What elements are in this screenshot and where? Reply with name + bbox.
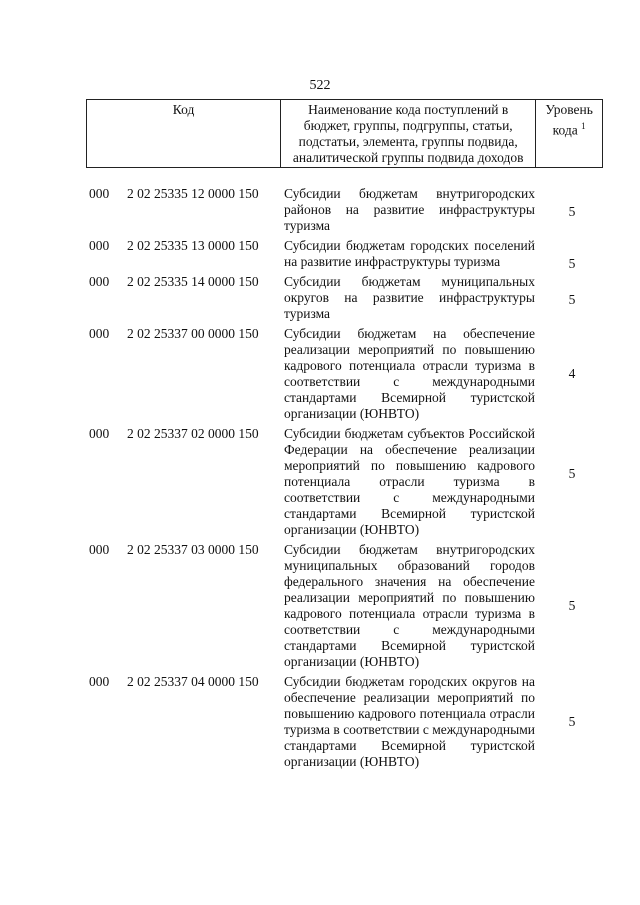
income-name: Субсидии бюджетам внутригородских районов на развитие инфраструктуры туризма <box>284 186 535 233</box>
code-level: 5 <box>568 204 576 219</box>
income-name: Субсидии бюджетам субъектов Российской Федерации на обеспечение реализации мероприятий по повышению кадрового потенциала отрасли туризма в соответствии с международными стандартами Всемирной туристской организации (ЮНВТО) <box>284 426 535 537</box>
budget-code: 2 02 25335 12 0000 150 <box>127 186 259 201</box>
code-level: 5 <box>568 598 576 613</box>
table-header <box>86 99 603 168</box>
income-name: Субсидии бюджетам городских поселений на развитие инфраструктуры туризма <box>284 238 535 269</box>
income-name: Субсидии бюджетам внутригородских муниципальных образований городов федерального значения на обеспечение реализации мероприятий по повышению кадрового потенциала отрасли туризма в соответствии с международными стандартами Всемирной туристской организации (ЮНВТО) <box>284 542 535 669</box>
code-level: 4 <box>568 366 576 381</box>
admin-code: 000 <box>89 542 110 557</box>
level-header-text: Уровень кода <box>545 102 593 138</box>
admin-code: 000 <box>89 274 110 289</box>
budget-code: 2 02 25337 04 0000 150 <box>127 674 259 689</box>
table-row <box>0 274 640 322</box>
column-header-level <box>536 100 603 168</box>
page-number: 522 <box>309 78 331 93</box>
column-header-code: Код <box>87 100 281 168</box>
admin-code: 000 <box>89 326 110 341</box>
admin-code: 000 <box>89 674 110 689</box>
admin-code: 000 <box>89 186 110 201</box>
table-row <box>0 326 640 422</box>
income-name: Субсидии бюджетам городских округов на обеспечение реализации мероприятий по повышению кадрового потенциала отрасли туризма в соответствии с международными стандартами Всемирной туристской организации (ЮНВТО) <box>284 674 535 769</box>
admin-code: 000 <box>89 238 110 253</box>
table-row <box>0 426 640 538</box>
budget-code: 2 02 25337 03 0000 150 <box>127 542 259 557</box>
budget-code: 2 02 25337 00 0000 150 <box>127 326 259 341</box>
table-body <box>0 186 640 774</box>
table-row <box>0 542 640 670</box>
budget-code: 2 02 25335 14 0000 150 <box>127 274 259 289</box>
code-level: 5 <box>568 292 576 307</box>
income-name: Субсидии бюджетам на обеспечение реализации мероприятий по повышению кадрового потенциала отрасли туризма в соответствии с международными стандартами Всемирной туристской организации (ЮНВТО) <box>284 326 535 421</box>
code-level: 5 <box>568 714 576 729</box>
table-row <box>0 186 640 234</box>
column-header-name: Наименование кода поступлений в бюджет, группы, подгруппы, статьи, подстатьи, элемента, группы подвида, аналитической группы подвида доходов <box>281 100 536 168</box>
code-level: 5 <box>568 256 576 271</box>
income-name: Субсидии бюджетам муниципальных округов на развитие инфраструктуры туризма <box>284 274 535 321</box>
code-level: 5 <box>568 466 576 481</box>
level-footnote-mark: 1 <box>581 121 586 131</box>
budget-code: 2 02 25335 13 0000 150 <box>127 238 259 253</box>
admin-code: 000 <box>89 426 110 441</box>
budget-code: 2 02 25337 02 0000 150 <box>127 426 259 441</box>
table-row <box>0 674 640 770</box>
table-row <box>0 238 640 270</box>
